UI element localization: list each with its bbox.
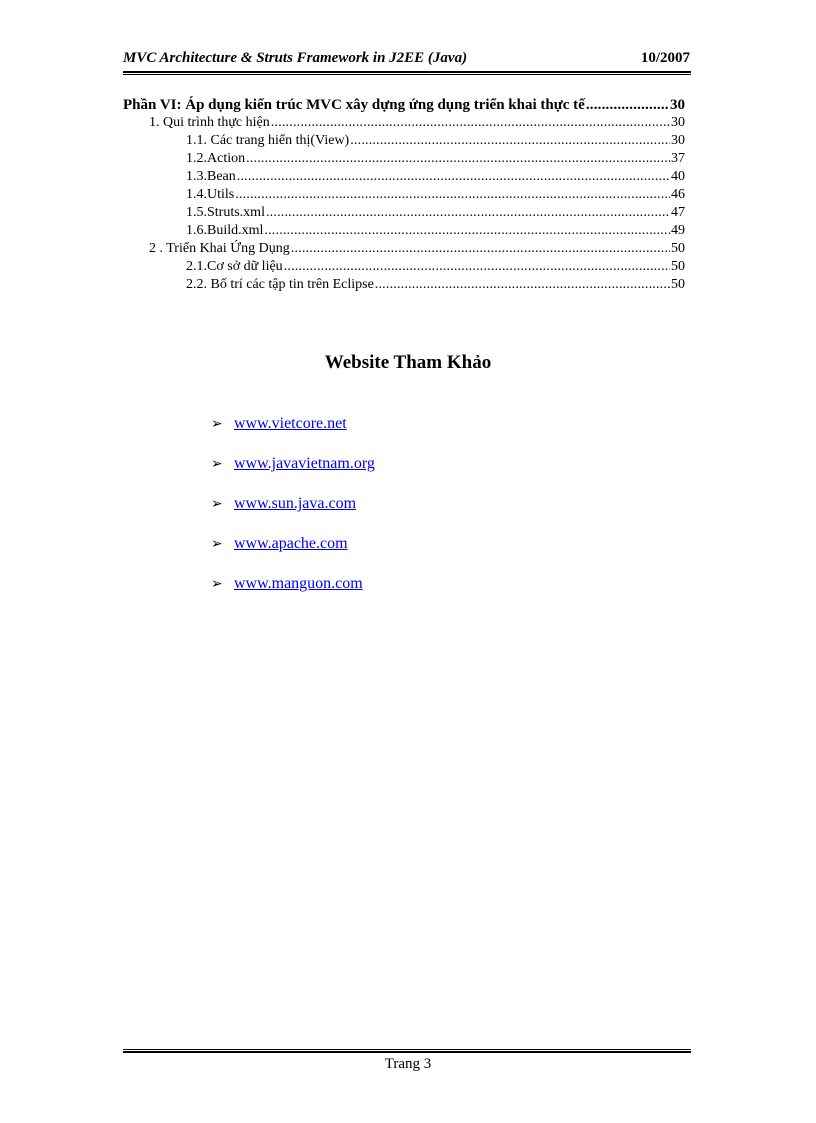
reference-link[interactable]: www.vietcore.net xyxy=(234,415,347,432)
reference-link[interactable]: www.apache.com xyxy=(234,535,348,552)
list-item xyxy=(211,572,363,596)
arrow-bullet-icon: ➢ xyxy=(211,416,223,432)
toc-entry[interactable]: 2.1.Cơ sở dữ liệu ..... 50 xyxy=(186,258,685,276)
arrow-bullet-icon: ➢ xyxy=(211,456,223,472)
toc-entry[interactable]: 1.3.Bean ..... 40 xyxy=(186,168,685,186)
document-title: MVC Architecture & Struts Framework in J2EE (Java) xyxy=(123,50,468,66)
list-item xyxy=(211,452,375,476)
arrow-bullet-icon: ➢ xyxy=(211,536,223,552)
page-header xyxy=(123,50,690,72)
reference-link[interactable]: www.manguon.com xyxy=(234,575,363,592)
page-number: Trang 3 xyxy=(384,1056,432,1072)
toc-entry[interactable]: 1. Qui trình thực hiện ..... 30 xyxy=(149,114,685,132)
arrow-bullet-icon: ➢ xyxy=(211,496,223,512)
footer-rule xyxy=(123,1051,691,1053)
toc-entry[interactable]: 1.2.Action ..... 37 xyxy=(186,150,685,168)
references-title: Website Tham Khảo xyxy=(324,352,492,373)
list-item xyxy=(211,532,348,556)
list-item xyxy=(211,492,356,516)
arrow-bullet-icon: ➢ xyxy=(211,576,223,592)
toc-entry[interactable]: 1.1. Các trang hiển thị(View) ..... 30 xyxy=(186,132,685,150)
toc-entry[interactable]: 2.2. Bố trí các tập tin trên Eclipse ..... 50 xyxy=(186,276,685,294)
document-date: 10/2007 xyxy=(640,50,690,66)
toc-entry[interactable]: Phần VI: Áp dụng kiến trúc MVC xây dựng ứng dụng triển khai thực tế ..... 30 xyxy=(123,96,685,114)
header-rule xyxy=(123,71,691,73)
toc-entry[interactable]: 2 . Triển Khai Ứng Dụng ..... 50 xyxy=(149,240,685,258)
toc-entry[interactable]: 1.6.Build.xml ..... 49 xyxy=(186,222,685,240)
footer-rule-thin xyxy=(123,1049,691,1050)
header-rule-thin xyxy=(123,74,691,75)
toc-entry[interactable]: 1.4.Utils ..... 46 xyxy=(186,186,685,204)
list-item xyxy=(211,412,347,436)
toc-entry[interactable]: 1.5.Struts.xml ..... 47 xyxy=(186,204,685,222)
reference-link[interactable]: www.sun.java.com xyxy=(234,495,357,512)
reference-link[interactable]: www.javavietnam.org xyxy=(234,455,375,472)
